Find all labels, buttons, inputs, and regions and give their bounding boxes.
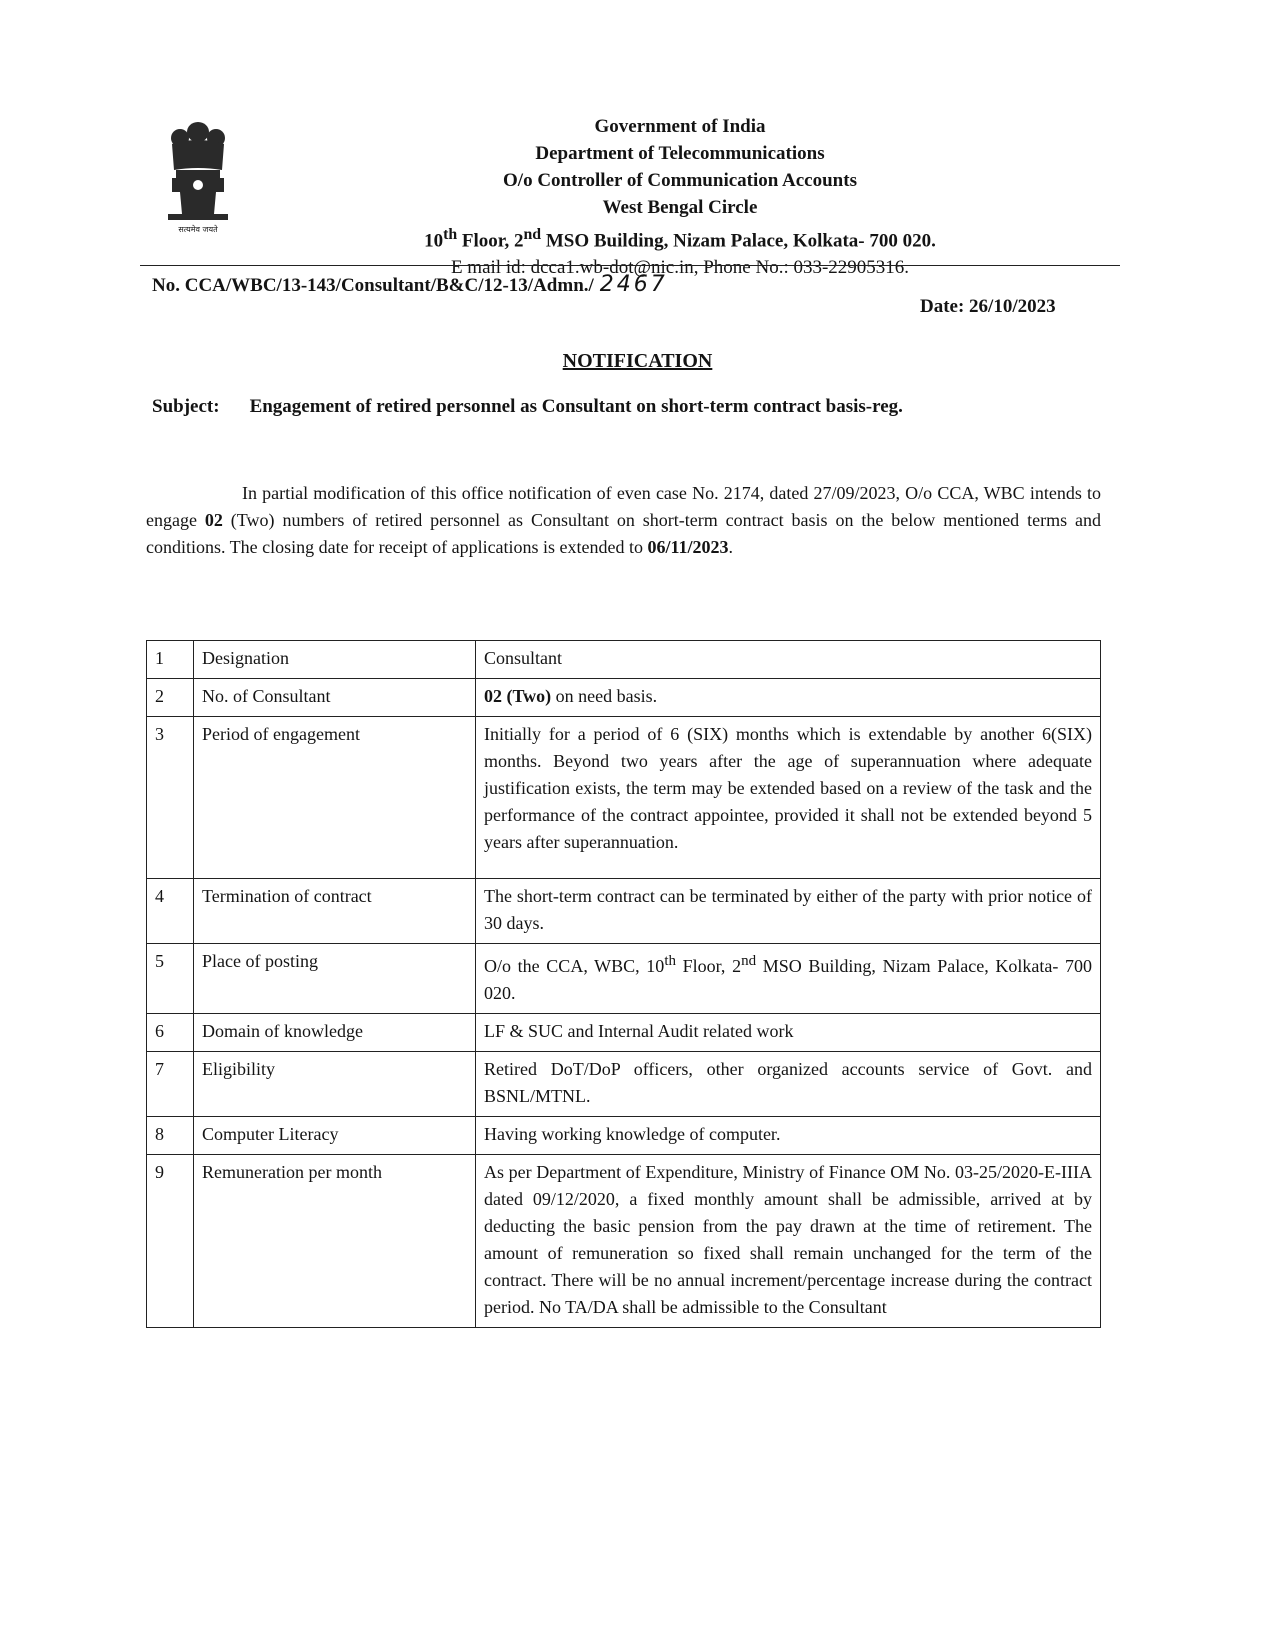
letterhead-line-2: Department of Telecommunications [535,143,825,164]
subject-line [152,396,903,418]
row-number: 4 [147,879,194,944]
row-number: 6 [147,1014,194,1052]
row-value: As per Department of Expenditure, Ministry of Finance OM No. 03-25/2020-E-IIIA dated 09/12/2020, a fixed monthly amount shall be admissible, arrived at by deducting the basic pension from the pay drawn at the time of retirement. The amount of remuneration so fixed shall remain unchanged for the term of the contract. There will be no annual increment/percentage increase during the contract period. No TA/DA shall be admissible to the Consultant [476,1155,1101,1328]
row-number: 2 [147,679,194,717]
row-value: The short-term contract can be terminated by either of the party with prior notice of 30 days. [476,879,1101,944]
letterhead-line-4: West Bengal Circle [602,197,758,218]
row-label: Period of engagement [194,717,476,879]
table-row [147,1014,1101,1052]
subject-label: Subject: [152,396,220,417]
letterhead-contact: E mail id: dcca1.wb-dot@nic.in, Phone No.: 033-22905316. [450,257,910,279]
letterhead-line-1: Government of India [594,116,766,137]
table-row [147,879,1101,944]
row-value: LF & SUC and Internal Audit related work [476,1014,1101,1052]
reference-number: No. CCA/WBC/13-143/Consultant/B&C/12-13/Admn./ 2467 [152,272,668,297]
handwritten-number: 2467 [599,272,668,297]
row-value: Having working knowledge of computer. [476,1117,1101,1155]
page-title: NOTIFICATION [562,350,713,372]
row-label: Termination of contract [194,879,476,944]
row-number: 5 [147,944,194,1014]
table-row [147,641,1101,679]
subject-text: Engagement of retired personnel as Consultant on short-term contract basis-reg. [249,396,903,417]
header-rule [140,265,1120,266]
row-number: 9 [147,1155,194,1328]
row-label: Designation [194,641,476,679]
national-emblem-icon [158,118,238,236]
table-row [147,1117,1101,1155]
body-paragraph: In partial modification of this office notification of even case No. 2174, dated 27/09/2023, O/o CCA, WBC intends to engage 02 (Two) numbers of retired personnel as Consultant on short-term contract basis on the below mentioned terms and conditions. The closing date for receipt of applications is extended to 06/11/2023. [146,483,1101,557]
letterhead-line-3: O/o Controller of Communication Accounts [503,170,857,191]
row-number: 1 [147,641,194,679]
row-value: Initially for a period of 6 (SIX) months which is extendable by another 6(SIX) months. Beyond two years after the age of superannuation where adequate justification exists, the term may be extended based on a review of the task and the performance of the contract appointee, provided it shall not be extended beyond 5 years after superannuation. [476,717,1101,879]
row-label: No. of Consultant [194,679,476,717]
letterhead [360,113,1000,281]
letterhead-address: 10th Floor, 2nd MSO Building, Nizam Palace, Kolkata- 700 020. [424,226,936,252]
row-value: O/o the CCA, WBC, 10th Floor, 2nd MSO Building, Nizam Palace, Kolkata- 700 020. [476,944,1101,1014]
table-row [147,717,1101,879]
row-number: 3 [147,717,194,879]
row-label: Remuneration per month [194,1155,476,1328]
row-value: 02 (Two) on need basis. [476,679,1101,717]
notification-date: Date: 26/10/2023 [920,296,1056,317]
row-number: 8 [147,1117,194,1155]
row-value: Retired DoT/DoP officers, other organized accounts service of Govt. and BSNL/MTNL. [476,1052,1101,1117]
row-number: 7 [147,1052,194,1117]
table-row [147,679,1101,717]
table-row [147,1052,1101,1117]
row-value: Consultant [476,641,1101,679]
row-label: Domain of knowledge [194,1014,476,1052]
row-label: Eligibility [194,1052,476,1117]
table-row [147,944,1101,1014]
emblem-motto: सत्यमेव जयते [178,225,218,234]
terms-table [146,640,1101,1328]
table-row [147,1155,1101,1328]
row-label: Place of posting [194,944,476,1014]
row-label: Computer Literacy [194,1117,476,1155]
